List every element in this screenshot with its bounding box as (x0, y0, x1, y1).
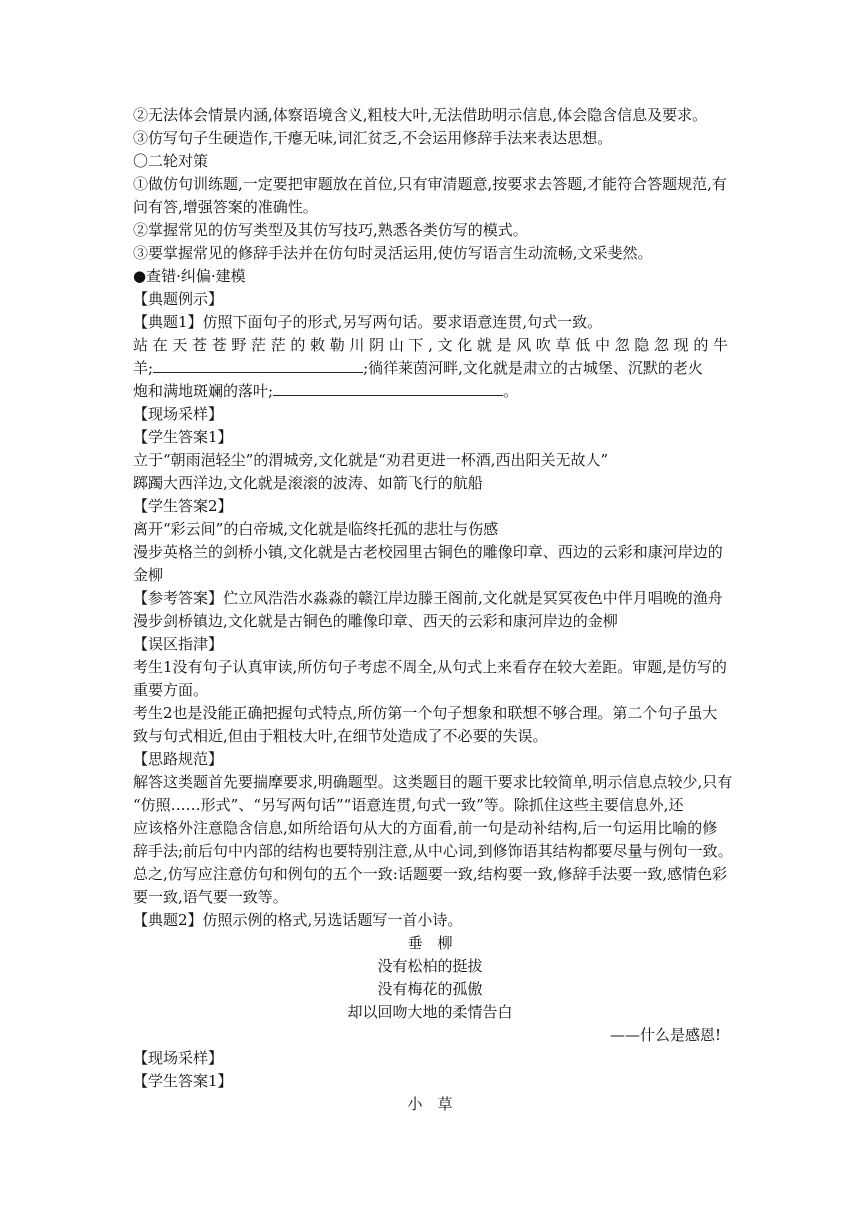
text-fragment: 。 (503, 382, 519, 400)
section-heading: 【误区指津】 (133, 635, 224, 653)
text-line: 总之,仿写应注意仿句和例句的五个一致:话题要一致,结构要一致,修辞手法要一致,感情色彩 (133, 865, 728, 883)
section-heading: 【学生答案2】 (133, 497, 233, 515)
text-line: 金柳 (133, 566, 164, 584)
text-line: 漫步英格兰的剑桥小镇,文化就是古老校园里古铜色的雕像印章、西边的云彩和康河岸边的 (133, 543, 723, 561)
text-line: 考生1没有句子认真审读,所仿句子考虑不周全,从句式上来看存在较大差距。审题,是仿写的 (133, 658, 727, 676)
section-heading: 〇二轮对策 (133, 152, 209, 170)
text-line: 辞手法;前后句中内部的结构也要特别注意,从中心词,到修饰语其结构都要尽量与例句一致。 (133, 842, 733, 860)
section-heading: 【学生答案1】 (133, 1072, 233, 1090)
text-line: 漫步剑桥镇边,文化就是古铜色的雕像印章、西天的云彩和康河岸边的金柳 (133, 612, 618, 630)
text-line: ③仿写句子生硬造作,干瘪无味,词汇贫乏,不会运用修辞手法来表达思想。 (133, 129, 613, 147)
poem-line: 没有松柏的挺拔 (377, 957, 483, 975)
poem-line: 却以回吻大地的柔情告白 (347, 1003, 513, 1021)
text-line: 问有答,增强答案的准确性。 (133, 198, 318, 216)
text-line: 解答这类题首先要揣摩要求,明确题型。这类题目的题干要求比较简单,明示信息点较少,只有 (133, 773, 733, 791)
question-line: 【典题1】仿照下面句子的形式,另写两句话。要求语意连贯,句式一致。 (133, 313, 603, 331)
section-heading: 【学生答案1】 (133, 428, 233, 446)
section-heading: ●查错·纠偏·建模 (133, 267, 246, 285)
text-fragment: 羊; (133, 359, 154, 377)
section-heading: 【现场采样】 (133, 1049, 224, 1067)
text-line: ③要掌握常见的修辞手法并在仿句时灵活运用,使仿写语言生动流畅,文采斐然。 (133, 244, 653, 262)
text-line: 应该格外注意隐含信息,如所给语句从大的方面看,前一句是动补结构,后一句运用比喻的修 (133, 819, 718, 837)
text-line: ②无法体会情景内涵,体察语境含义,粗枝大叶,无法借助明示信息,体会隐含信息及要求。 (133, 106, 708, 124)
poem-line: 没有梅花的孤傲 (377, 980, 483, 998)
question-line: 【典题2】仿照示例的格式,另选话题写一首小诗。 (133, 911, 463, 929)
attribution-text: ——什么是感恩! (609, 1026, 721, 1044)
poem-title: 垂 柳 (407, 934, 453, 952)
section-heading: 【典题例示】 (133, 290, 224, 308)
text-fragment: ;徜徉莱茵河畔,文化就是肃立的古城堡、沉默的老火 (363, 359, 703, 377)
text-fragment: 炮和满地斑斓的落叶; (133, 382, 274, 400)
answer-blank (153, 358, 363, 373)
poem-attribution (0, 1024, 860, 1046)
text-line: 重要方面。 (133, 681, 209, 699)
section-heading: 【思路规范】 (133, 750, 224, 768)
fill-blank-line (133, 380, 518, 402)
text-line: 要一致,语气要一致等。 (133, 888, 288, 906)
fill-blank-line (133, 357, 703, 379)
text-line: ①做仿句训练题,一定要把审题放在首位,只有审清题意,按要求去答题,才能符合答题规范,有 (133, 175, 727, 193)
text-line: ②掌握常见的仿写类型及其仿写技巧,熟悉各类仿写的模式。 (133, 221, 528, 239)
text-line: 离开“彩云间”的白帝城,文化就是临终托孤的悲壮与伤感 (133, 520, 499, 538)
text-line: 踯躅大西洋边,文化就是滚滚的波涛、如箭飞行的航船 (133, 474, 483, 492)
section-heading: 【现场采样】 (133, 405, 224, 423)
text-line: 立于“朝雨浥轻尘”的渭城旁,文化就是“劝君更进一杯酒,西出阳关无故人” (133, 451, 609, 469)
text-line: 考生2也是没能正确把握句式特点,所仿第一个句子想象和联想不够合理。第二个句子虽大 (133, 704, 718, 722)
answer-poem-title: 小 草 (407, 1095, 453, 1113)
text-line: 站在天苍苍野茫茫的敕勒川阴山下,文化就是风吹草低中忽隐忽现的牛 (133, 336, 728, 354)
answer-blank (273, 381, 503, 396)
text-line: 致与句式相近,但由于粗枝大叶,在细节处造成了不必要的失误。 (133, 727, 548, 745)
text-line: “仿照……形式”、“另写两句话”“语意连贯,句式一致”等。除抓住这些主要信息外,还 (133, 796, 684, 814)
text-line: 【参考答案】伫立风浩浩水淼淼的赣江岸边滕王阁前,文化就是冥冥夜色中伴月唱晚的渔舟 (133, 589, 723, 607)
